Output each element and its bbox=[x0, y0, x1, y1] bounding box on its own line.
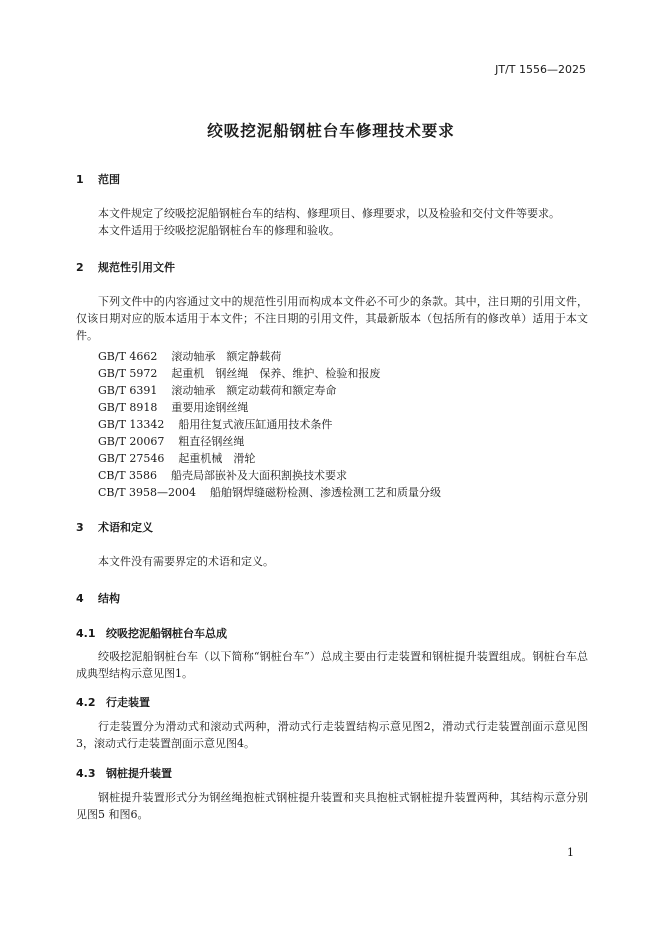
reference-code: CB/T 3958—2004 bbox=[98, 486, 197, 499]
subsection-4-2-text: 行走装置分为滑动式和滚动式两种，滑动式行走装置结构示意见图2，滑动式行走装置剖面示意见图3，滚动式行走装置剖面示意见图4。 bbox=[76, 720, 588, 751]
reference-name: 粗直径钢丝绳 bbox=[178, 435, 245, 448]
subsection-title: 绞吸挖泥船钢桩台车总成 bbox=[106, 627, 227, 640]
reference-name: 起重机械 滑轮 bbox=[178, 452, 256, 465]
standard-code: JT/T 1556—2025 bbox=[495, 63, 586, 76]
reference-name: 船舶钢焊缝磁粉检测、渗透检测工艺和质量分级 bbox=[210, 486, 442, 499]
reference-code: GB/T 5972 bbox=[98, 367, 158, 380]
subsection-4-1-heading bbox=[76, 625, 227, 641]
section-number: 2 bbox=[76, 261, 84, 274]
reference-item bbox=[98, 416, 332, 432]
section-1-paragraph-2: 本文件适用于绞吸挖泥船钢桩台车的修理和验收。 bbox=[98, 224, 340, 237]
reference-item bbox=[98, 382, 336, 398]
section-title: 结构 bbox=[98, 592, 120, 605]
reference-name: 重要用途钢丝绳 bbox=[171, 401, 249, 414]
reference-code: GB/T 6391 bbox=[98, 384, 158, 397]
section-number: 4 bbox=[76, 592, 84, 605]
section-number: 1 bbox=[76, 173, 84, 186]
section-2-intro: 下列文件中的内容通过文中的规范性引用而构成本文件必不可少的条款。其中，注日期的引用文件，仅该日期对应的版本适用于本文件；不注日期的引用文件，其最新版本（包括所有的修改单）适用于本文件。 bbox=[76, 295, 588, 343]
section-title: 规范性引用文件 bbox=[98, 261, 175, 274]
section-3-paragraph: 本文件没有需要界定的术语和定义。 bbox=[98, 555, 274, 568]
document-title: 绞吸挖泥船钢桩台车修理技术要求 bbox=[207, 122, 455, 140]
subsection-number: 4.1 bbox=[76, 627, 96, 640]
subsection-4-3-text: 钢桩提升装置形式分为钢丝绳抱桩式钢桩提升装置和夹具抱桩式钢桩提升装置两种，其结构示意分别见图5 和图6。 bbox=[76, 791, 588, 822]
subsection-number: 4.3 bbox=[76, 767, 96, 780]
reference-item bbox=[98, 433, 244, 449]
reference-name: 船壳局部嵌补及大面积割换技术要求 bbox=[171, 469, 348, 482]
reference-code: GB/T 4662 bbox=[98, 350, 158, 363]
reference-name: 起重机 钢丝绳 保养、维护、检验和报废 bbox=[171, 367, 381, 380]
section-3-heading bbox=[76, 519, 153, 535]
reference-item bbox=[98, 365, 380, 381]
subsection-4-1-text: 绞吸挖泥船钢桩台车（以下简称“钢桩台车”）总成主要由行走装置和钢桩提升装置组成。钢桩台车总成典型结构示意见图1。 bbox=[76, 650, 588, 681]
reference-name: 船用往复式液压缸通用技术条件 bbox=[178, 418, 333, 431]
reference-code: CB/T 3586 bbox=[98, 469, 158, 482]
page-number: 1 bbox=[567, 846, 574, 859]
reference-code: GB/T 20067 bbox=[98, 435, 165, 448]
section-number: 3 bbox=[76, 521, 84, 534]
section-1-heading bbox=[76, 171, 120, 187]
reference-item bbox=[98, 484, 441, 500]
section-1-paragraph-1: 本文件规定了绞吸挖泥船钢桩台车的结构、修理项目、修理要求，以及检验和交付文件等要求。 bbox=[98, 207, 560, 220]
section-4-heading bbox=[76, 590, 120, 606]
section-title: 范围 bbox=[98, 173, 120, 186]
reference-item bbox=[98, 467, 347, 483]
subsection-title: 行走装置 bbox=[106, 696, 150, 709]
section-2-heading bbox=[76, 259, 175, 275]
reference-code: GB/T 8918 bbox=[98, 401, 158, 414]
section-title: 术语和定义 bbox=[98, 521, 153, 534]
reference-item bbox=[98, 348, 281, 364]
reference-code: GB/T 13342 bbox=[98, 418, 165, 431]
reference-item bbox=[98, 399, 248, 415]
subsection-number: 4.2 bbox=[76, 696, 96, 709]
reference-name: 滚动轴承 额定静载荷 bbox=[171, 350, 282, 363]
reference-code: GB/T 27546 bbox=[98, 452, 165, 465]
reference-name: 滚动轴承 额定动载荷和额定寿命 bbox=[171, 384, 337, 397]
subsection-title: 钢桩提升装置 bbox=[106, 767, 172, 780]
subsection-4-3-heading bbox=[76, 765, 172, 781]
reference-item bbox=[98, 450, 255, 466]
subsection-4-2-heading bbox=[76, 694, 150, 710]
